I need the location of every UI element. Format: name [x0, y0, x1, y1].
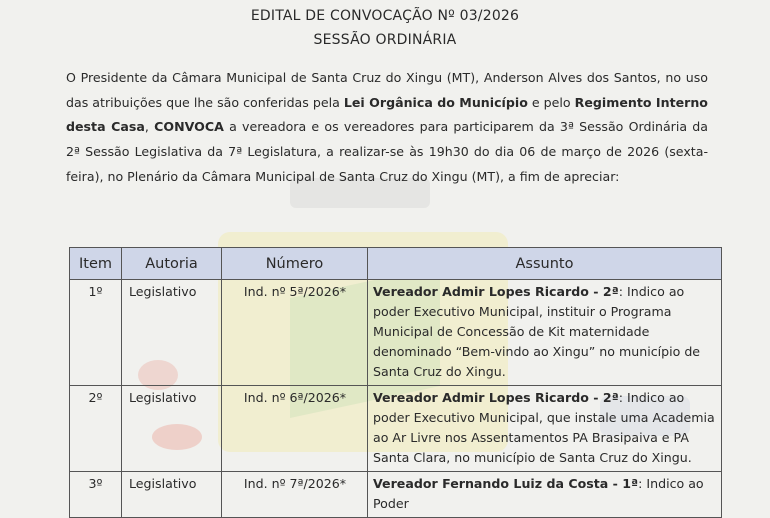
cell-numero: Ind. nº 5ª/2026*: [222, 280, 368, 386]
cell-assunto: [368, 472, 722, 518]
paragraph-text: e pelo: [527, 94, 575, 110]
convocation-paragraph: [66, 66, 708, 190]
paragraph-text: ,: [144, 119, 155, 135]
assunto-text: : Indico ao poder Executivo Municipal, instituir o Programa Municipal de Concessão de Kit maternidade denominado “Bem-vindo ao Xingu” no município de Santa Cruz do Xingu.: [373, 284, 701, 379]
header-assunto: Assunto: [368, 248, 722, 280]
cell-autoria: Legislativo: [122, 280, 222, 386]
header-item: Item: [70, 248, 122, 280]
cell-autoria: Legislativo: [122, 472, 222, 518]
lei-organica-ref: Lei Orgânica do Município: [343, 94, 528, 110]
paragraph-text: O Presidente da Câmara Municipal de Santa Cruz do Xingu (MT), Anderson Alves dos Santos, no uso das atribuições que lhe são conferidas pela: [66, 70, 708, 110]
cell-item: 1º: [70, 280, 122, 386]
assunto-author: Vereador Admir Lopes Ricardo - 2ª: [373, 390, 619, 405]
regimento-ref: Regimento Interno desta Casa: [66, 94, 708, 135]
assunto-author: Vereador Admir Lopes Ricardo - 2ª: [373, 284, 619, 299]
assunto-author: Vereador Fernando Luiz da Costa - 1ª: [373, 476, 639, 491]
cell-autoria: Legislativo: [122, 386, 222, 472]
cell-item: 3º: [70, 472, 122, 518]
table-row: [70, 386, 722, 472]
cell-numero: Ind. nº 6ª/2026*: [222, 386, 368, 472]
paragraph-text: a vereadora e os vereadores para participarem da 3ª Sessão Ordinária da 2ª Sessão Legislativa da 7ª Legislatura, a realizar-se às 19h30 do dia 06 de março de 2026 (sexta-feira), no Plenário da Câmara Municipal de Santa Cruz do Xingu (MT), a fim de apreciar:: [66, 119, 708, 184]
assunto-text: : Indico ao poder Executivo Municipal, que instale uma Academia ao Ar Livre nos Assentamentos PA Brasipaiva e PA Santa Clara, no município de Santa Cruz do Xingu.: [373, 390, 715, 465]
cell-item: 2º: [70, 386, 122, 472]
cell-assunto: [368, 386, 722, 472]
cell-assunto: [368, 280, 722, 386]
document-title: EDITAL DE CONVOCAÇÃO Nº 03/2026: [250, 8, 520, 24]
header-autoria: Autoria: [122, 248, 222, 280]
assunto-text: : Indico ao Poder: [373, 476, 704, 511]
table-row: [70, 472, 722, 518]
convoca-word: CONVOCA: [154, 119, 224, 135]
cell-numero: Ind. nº 7ª/2026*: [222, 472, 368, 518]
agenda-table: [69, 247, 722, 518]
table-header-row: [70, 248, 722, 280]
document-subtitle: SESSÃO ORDINÁRIA: [313, 32, 457, 48]
header-numero: Número: [222, 248, 368, 280]
table-row: [70, 280, 722, 386]
